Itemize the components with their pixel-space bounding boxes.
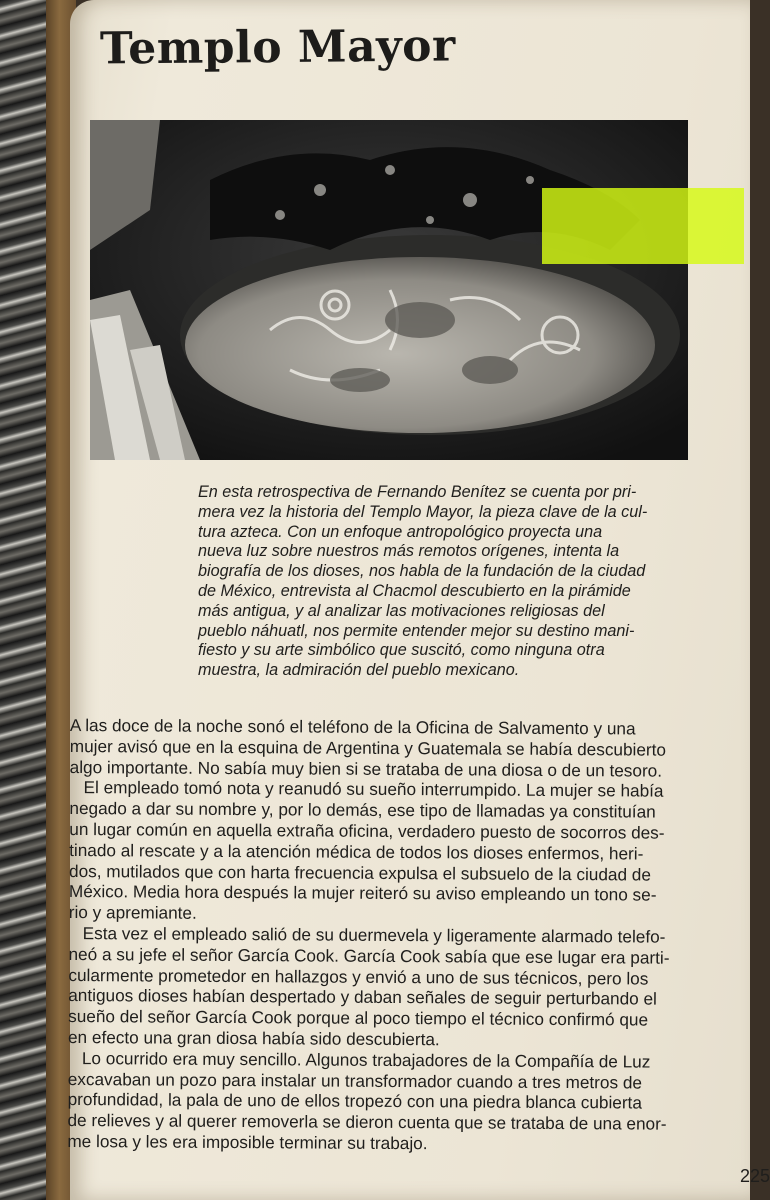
body-line: me losa y les era imposible terminar su trabajo.	[67, 1130, 428, 1154]
body-line: El empleado tomó nota y reanudó su sueño interrumpido. La mujer se había	[83, 777, 664, 802]
body-line: en efecto una gran diosa había sido descubierta.	[67, 1026, 440, 1050]
body-line: rio y apremiante.	[68, 902, 197, 923]
intro-line: de México, entrevista al Chacmol descubierto en la pirámide	[198, 581, 631, 600]
adjacent-page-edge	[0, 0, 52, 1200]
intro-line: tura azteca. Con un enfoque antropológico proyecta una	[198, 522, 603, 541]
templo-mayor-photo	[90, 120, 688, 460]
intro-line: nueva luz sobre nuestros más remotos orígenes, intenta la	[198, 542, 620, 561]
body-line: neó a su jefe el señor García Cook. García Cook sabía que ese lugar era parti-	[68, 943, 670, 968]
intro-line: fiesto y su arte simbólico que suscitó, como ninguna otra	[198, 641, 605, 660]
body-line: algo importante. No sabía muy bien si se trataba de una diosa o de un tesoro.	[69, 756, 663, 781]
body-line: sueño del señor García Cook porque al poco tiempo el técnico confirmó que	[68, 1006, 649, 1030]
body-line: tinado al rescate y a la atención médica de todos los dioses enfermos, heri-	[69, 839, 644, 864]
book-page	[67, 0, 770, 1200]
body-line: mujer avisó que en la esquina de Argentina y Guatemala se había descubierto	[69, 735, 667, 760]
intro-line: pueblo náhuatl, nos permite entender mejor su destino mani-	[198, 621, 635, 640]
body-line: A las doce de la noche sonó el teléfono de la Oficina de Salvamento y una	[69, 715, 636, 739]
body-line: negado a dar su nombre y, por lo demás, ese tipo de llamadas ya constituían	[69, 798, 656, 822]
intro-line: más antigua, y al analizar las motivaciones religiosas del	[198, 601, 605, 620]
body-line: Esta vez el empleado salió de su duermevela y ligeramente alarmado telefo-	[82, 923, 666, 947]
italic-intro-paragraph	[198, 483, 746, 681]
body-line: profundidad, la pala de uno de ellos tropezó con una piedra blanca cubierta	[67, 1089, 642, 1113]
sticky-flag-highlight	[542, 188, 744, 264]
page-title: Templo Mayor	[99, 20, 456, 75]
body-line: antiguos dioses habían despertado y daban señales de seguir perturbando el	[68, 985, 657, 1009]
body-line: cularmente prometedor en hallazgos y envió a uno de sus técnicos, pero los	[68, 964, 649, 989]
body-line: excavaban un pozo para instalar un transformador cuando a tres metros de	[67, 1068, 643, 1093]
body-line: dos, mutilados que con harta frecuencia expulsa el subsuelo de la ciudad de	[68, 860, 652, 885]
intro-line: mera vez la historia del Templo Mayor, la pieza clave de la cul-	[198, 502, 648, 521]
body-line: un lugar común en aquella extraña oficina, verdadero puesto de socorros des-	[69, 818, 665, 843]
stone-disk-image	[90, 120, 688, 460]
body-text	[67, 715, 710, 1156]
intro-line: muestra, la admiración del pueblo mexicano.	[198, 661, 520, 680]
body-line: Lo ocurrido era muy sencillo. Algunos trabajadores de la Compañía de Luz	[81, 1047, 651, 1072]
intro-line: En esta retrospectiva de Fernando Benítez se cuenta por pri-	[198, 483, 637, 501]
page-number: 225	[740, 1166, 770, 1186]
body-line: México. Media hora después la mujer reiteró su aviso empleando un tono se-	[68, 881, 657, 905]
intro-line: biografía de los dioses, nos habla de la fundación de la ciudad	[198, 562, 646, 581]
body-line: de relieves y al querer removerla se dieron cuenta que se trataba de una enor-	[67, 1110, 667, 1134]
